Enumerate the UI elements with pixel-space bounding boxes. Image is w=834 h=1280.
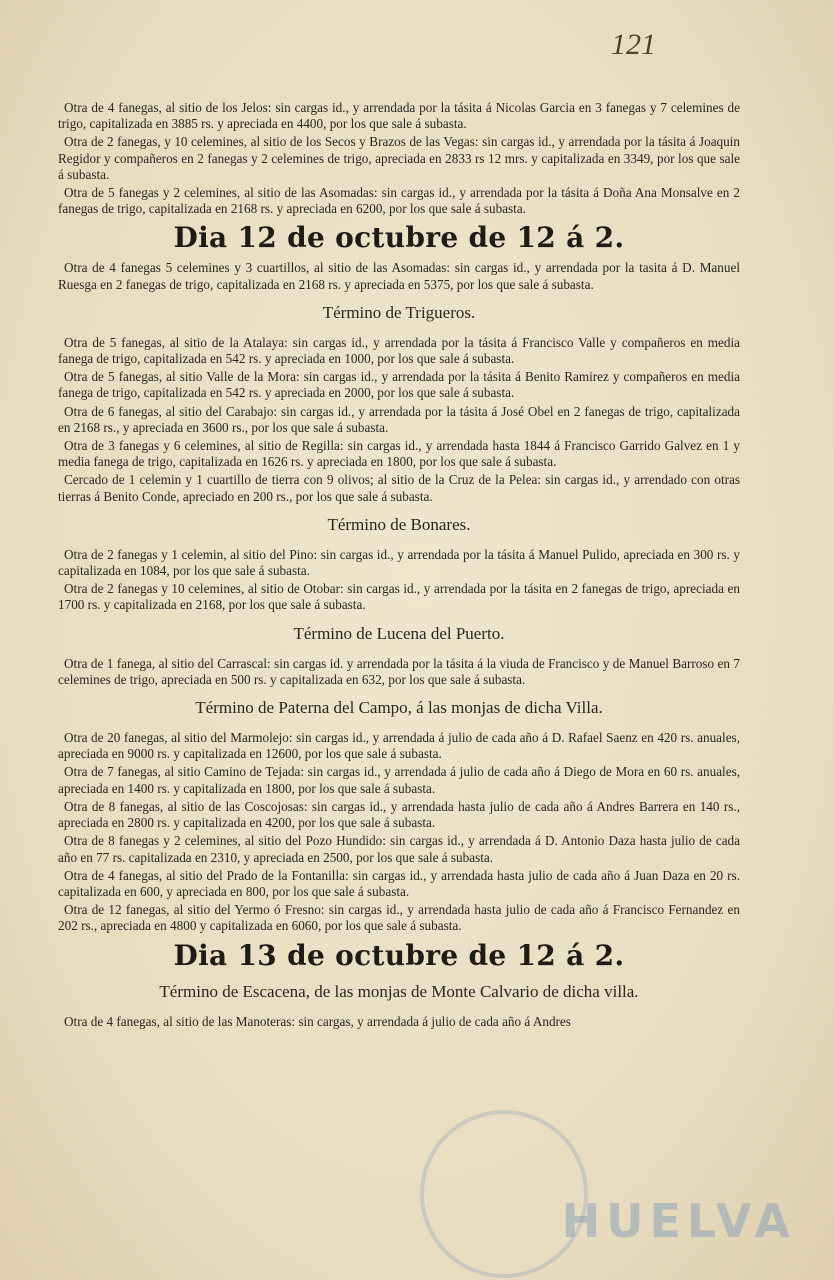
lot-paragraph: Otra de 5 fanegas, al sitio de la Atalaya: sin cargas id., y arrendada por la tásita á Francisco Valle y compañeros en media fanega de trigo, capitalizada en 542 rs. y apreciada en 1000, por los que sale á subasta. bbox=[58, 334, 740, 367]
archive-stamp: HUELVA bbox=[561, 1194, 796, 1248]
document-body bbox=[58, 100, 740, 1032]
lot-paragraph: Otra de 2 fanegas, y 10 celemines, al sitio de los Secos y Brazos de las Vegas: sin cargas id., y arrendada por la tásita á Joaquin Regidor y compañeros en 2 fanegas y 2 celemines de trigo, apreciada en 2833 rs 12 mrs. y capitalizada en 3349, por los que sale á subasta. bbox=[58, 134, 740, 182]
lot-paragraph: Otra de 8 fanegas, al sitio de las Coscojosas: sin cargas id., y arrendada hasta julio de cada año á Andres Barrera en 140 rs., apreciada en 2800 rs. y capitalizada en 4200, por los que sale á subasta. bbox=[58, 798, 740, 831]
lot-paragraph: Otra de 1 fanega, al sitio del Carrascal: sin cargas id. y arrendada por la tásita á la viuda de Francisco y de Manuel Barroso en 7 celemines de trigo, apreciada en 500 rs. y capitalizada en 632, por los que sale á subasta. bbox=[58, 655, 740, 687]
lot-paragraph: Otra de 4 fanegas, al sitio de las Manoteras: sin cargas, y arrendada á julio de cada año á Andres bbox=[64, 1013, 571, 1029]
lot-paragraph: Otra de 4 fanegas 5 celemines y 3 cuartillos, al sitio de las Asomadas: sin cargas id., y arrendada por la tasita á D. Manuel Ruesga en 2 fanegas de trigo, capitalizada en 2168 rs. y apreciada en 5375, por los que sale á subasta. bbox=[58, 260, 740, 292]
folio-number: 121 bbox=[611, 28, 656, 61]
lot-paragraph: Otra de 6 fanegas, al sitio del Carabajo: sin cargas id., y arrendada por la tásita á José Obel en 2 fanegas de trigo, capitalizada en 2168 rs., y apreciada en 3600 rs., por los que sale á subasta. bbox=[58, 403, 740, 435]
lot-paragraph: Otra de 4 fanegas, al sitio del Prado de la Fontanilla: sin cargas id., y arrendada hasta julio de cada año á Juan Daza en 20 rs. capitalizada en 600, y apreciada en 800, por los que sale á subasta. bbox=[58, 867, 740, 899]
lot-paragraph: Otra de 20 fanegas, al sitio del Marmolejo: sin cargas id., y arrendada á julio de cada año á D. Rafael Saenz en 420 rs. anuales, apreciada en 9000 rs. y capitalizada en 12600, por los que sale á subasta. bbox=[58, 730, 740, 762]
district-heading: Término de Bonares. bbox=[327, 514, 471, 534]
lot-paragraph: Otra de 3 fanegas y 6 celemines, al sitio de Regilla: sin cargas id., y arrendada hasta 1844 á Francisco Garrido Galvez en 1 y media fanega de trigo, capitalizada en 1626 rs. y apreciada en 1800, por los que sale á subasta. bbox=[58, 438, 740, 470]
district-heading: Término de Paterna del Campo, á las monjas de dicha Villa. bbox=[195, 698, 603, 718]
lot-paragraph: Otra de 5 fanegas, al sitio Valle de la Mora: sin cargas id., y arrendada por la tásita á Benito Ramirez y compañeros en media fanega de trigo, capitalizada en 542 rs. y apreciada en 2000, por los que sale á subasta. bbox=[58, 369, 740, 401]
district-heading: Término de Escacena, de las monjas de Monte Calvario de dicha villa. bbox=[159, 981, 639, 1001]
district-heading: Término de Trigueros. bbox=[322, 302, 476, 322]
lot-paragraph: Otra de 12 fanegas, al sitio del Yermo ó Fresno: sin cargas id., y arrendada hasta julio de cada año á Francisco Fernandez en 202 rs., apreciada en 4800 y capitalizada en 6060, por los que sale á subasta. bbox=[58, 902, 740, 934]
lot-paragraph: Cercado de 1 celemin y 1 cuartillo de tierra con 9 olivos; al sitio de la Cruz de la Pelea: sin cargas id., y arrendado con otras tierras á Benito Conde, apreciado en 200 rs., por los que sale á subasta. bbox=[58, 472, 740, 504]
lot-paragraph: Otra de 5 fanegas y 2 celemines, al sitio de las Asomadas: sin cargas id., y arrendada por la tásita á Doña Ana Monsalve en 2 fanegas de trigo, capitalizada en 2168 rs. y apreciada en 6200, por los que sale á subasta. bbox=[58, 185, 740, 217]
day-heading: Dia 12 de octubre de 12 á 2. bbox=[173, 221, 625, 255]
lot-paragraph: Otra de 7 fanegas, al sitio Camino de Tejada: sin cargas id., y arrendada á julio de cada año á Diego de Mora en 60 rs. anuales, apreciada en 1400 rs. y capitalizada en 1800, por los que sale á subasta. bbox=[58, 764, 740, 796]
lot-paragraph: Otra de 2 fanegas y 10 celemines, al sitio de Otobar: sin cargas id., y arrendada por la tásita en 2 fanegas de trigo, apreciada en 1700 rs. y capitalizada en 2168, por los que sale á subasta. bbox=[58, 581, 740, 613]
district-heading: Término de Lucena del Puerto. bbox=[293, 623, 505, 643]
day-heading: Dia 13 de octubre de 12 á 2. bbox=[173, 938, 625, 972]
lot-paragraph: Otra de 4 fanegas, al sitio de los Jelos: sin cargas id., y arrendada por la tásita á Nicolas Garcia en 3 fanegas y 7 celemines de trigo, capitalizada en 3885 rs. y apreciada en 4400, por los que sale á subasta. bbox=[58, 100, 740, 132]
lot-paragraph: Otra de 2 fanegas y 1 celemin, al sitio del Pino: sin cargas id., y arrendada por la tásita á Manuel Pulido, apreciada en 300 rs. y capitalizada en 1084, por los que sale á subasta. bbox=[58, 546, 740, 579]
lot-paragraph: Otra de 8 fanegas y 2 celemines, al sitio del Pozo Hundido: sin cargas id., y arrendada á D. Antonio Daza hasta julio de cada año en 77 rs. capitalizada en 2310, y apreciada en 2500, por los que sale á subasta. bbox=[58, 833, 740, 865]
